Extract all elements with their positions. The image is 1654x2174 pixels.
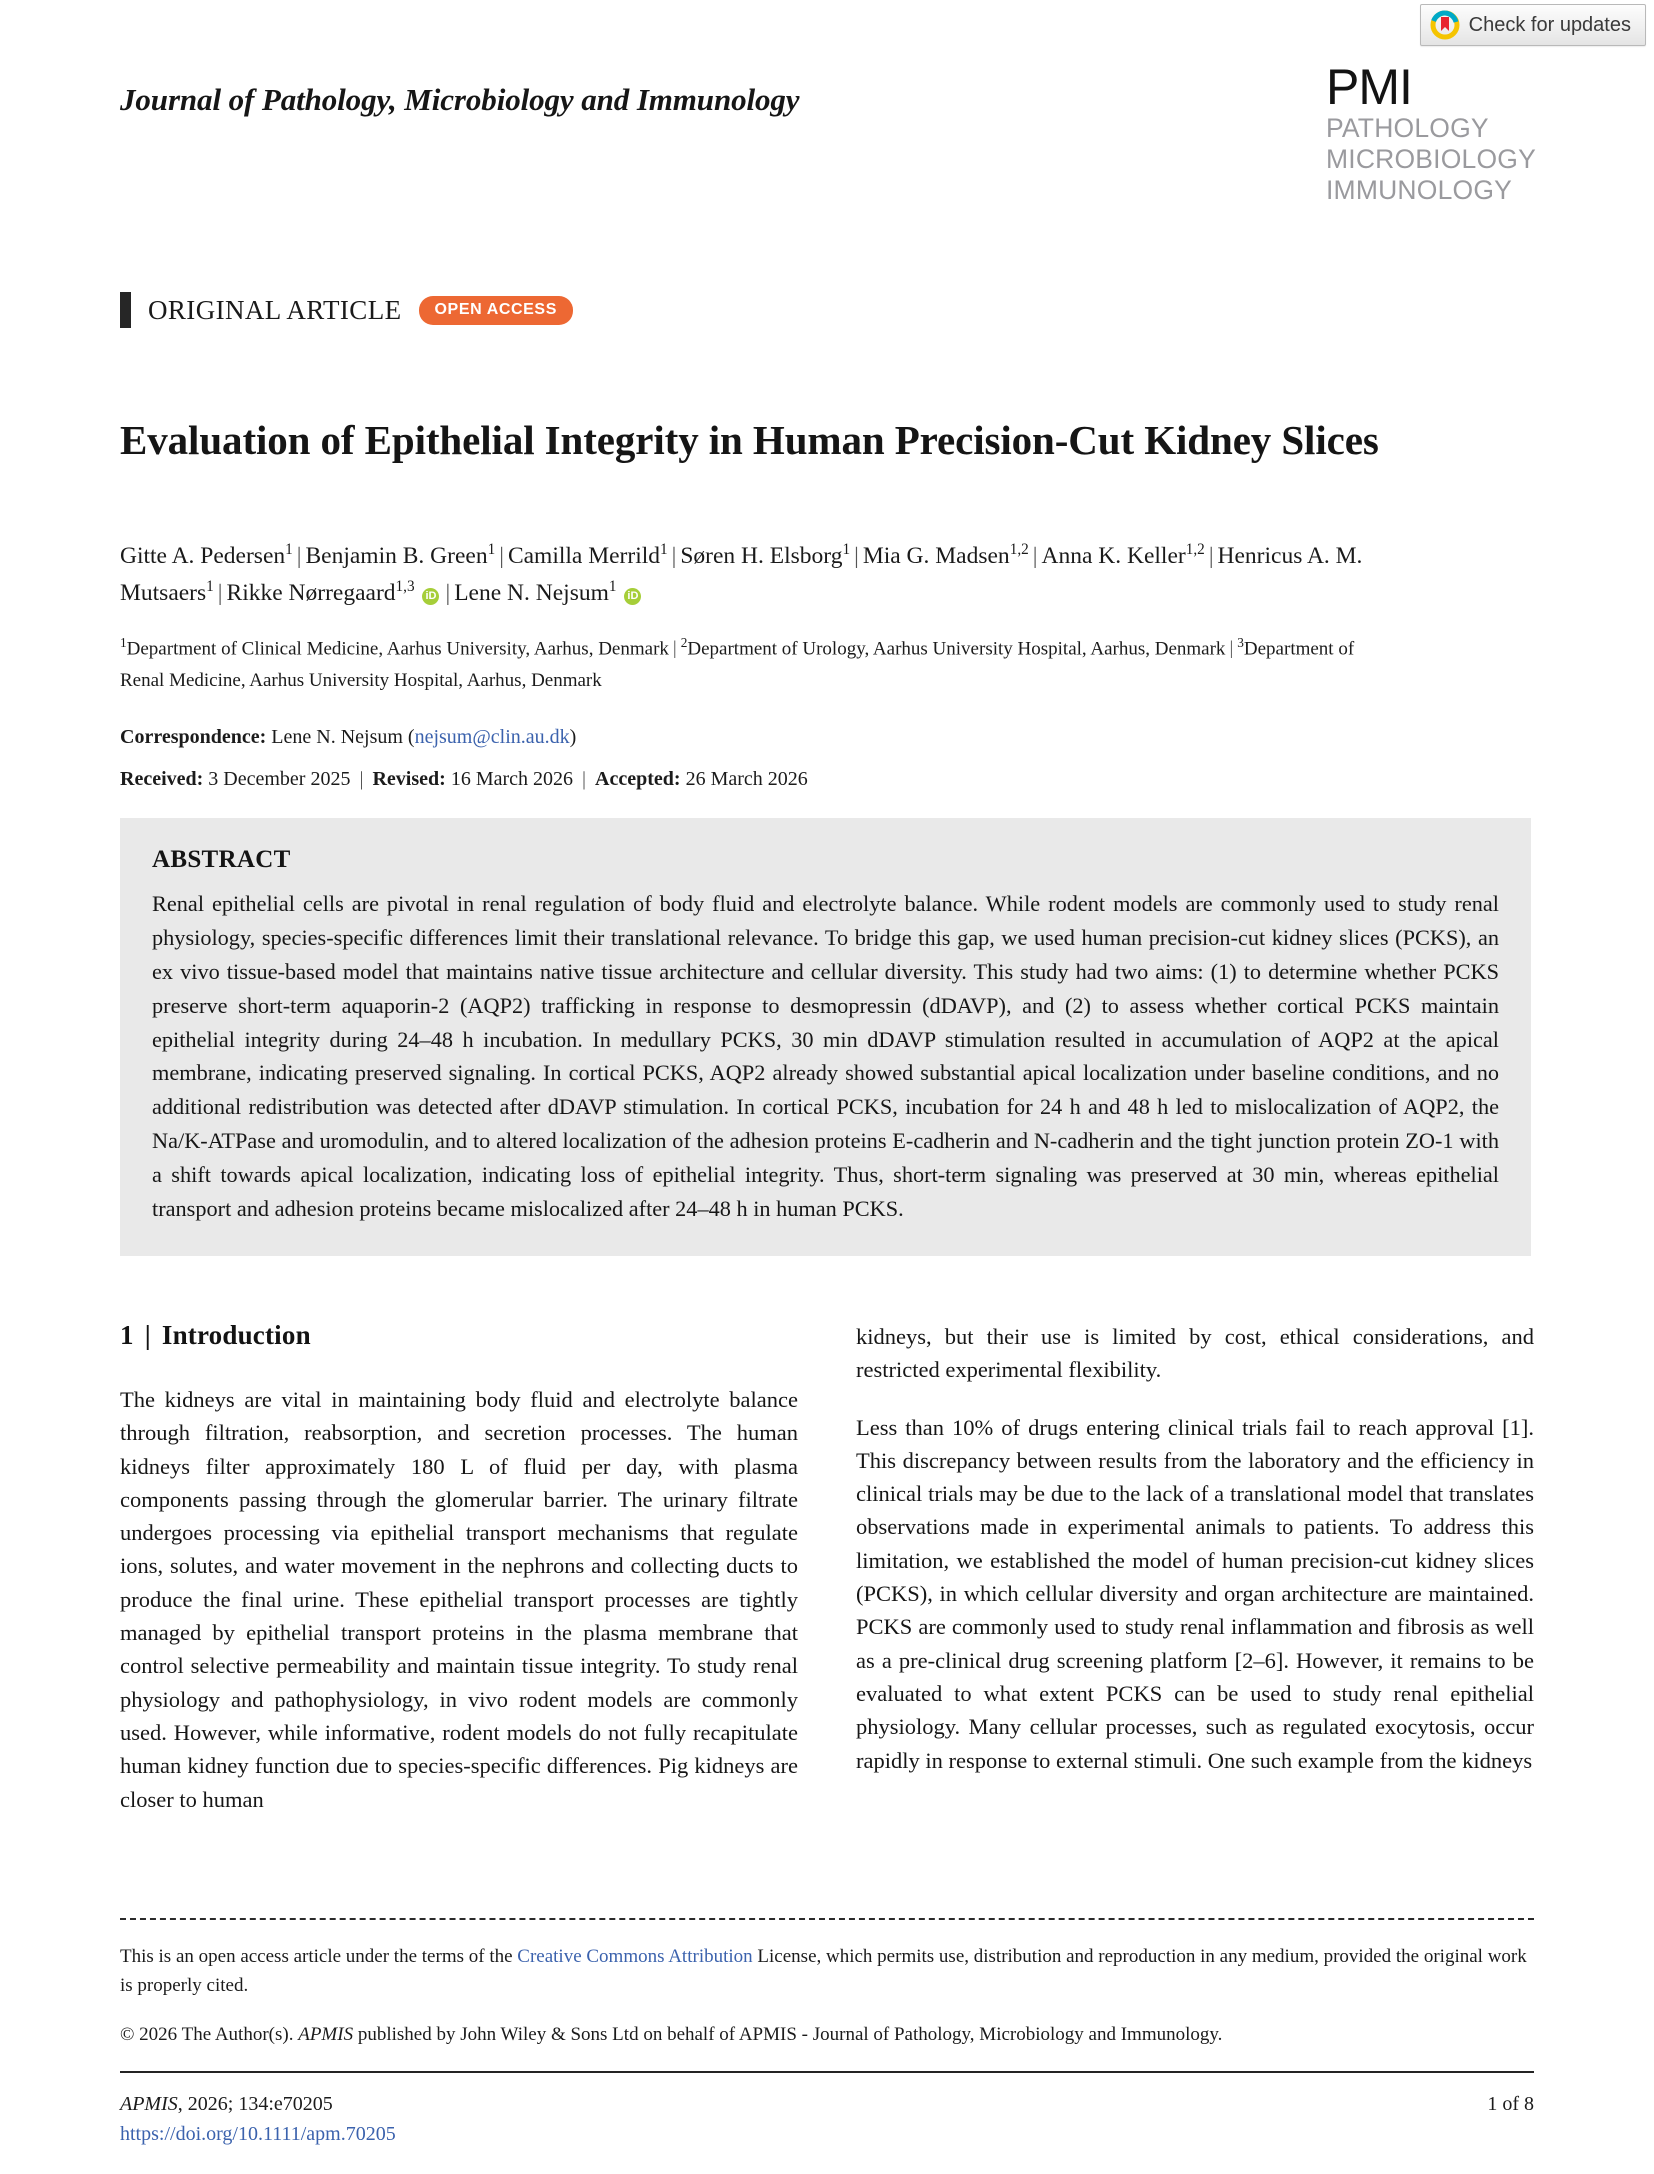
right-column (856, 1320, 1534, 1816)
citation-line (120, 2093, 396, 2116)
author-separator: | (296, 543, 302, 569)
author-affiliation-marker: 1 (206, 578, 214, 596)
received-date: 3 December 2025 (208, 768, 351, 790)
affiliation-marker: 3 (1237, 635, 1244, 650)
author-name: Anna K. Keller (1041, 543, 1186, 569)
pmi-logo (1325, 59, 1536, 206)
citation-block (120, 2093, 396, 2146)
section-number: 1 (120, 1320, 134, 1350)
author-separator: | (671, 543, 677, 569)
author-separator: | (445, 580, 451, 607)
author-entry (863, 543, 1029, 569)
citation-journal-abbrev: APMIS (120, 2093, 178, 2116)
affiliation-separator: | (672, 638, 677, 660)
author-entry (680, 543, 850, 569)
affiliation-text: Department of Renal Medicine, Aarhus University Hospital, Aarhus, Denmark (120, 638, 1355, 692)
accepted-label: Accepted: (595, 768, 681, 790)
footer-solid-divider (120, 2071, 1534, 2073)
citation-rest: , 2026; 134:e70205 (177, 2093, 333, 2116)
section-heading-introduction (120, 1320, 798, 1351)
article-type-rule (120, 292, 131, 328)
author-name: Camilla Merrild (507, 543, 660, 569)
author-entry (454, 580, 643, 606)
abstract-section (120, 818, 1531, 1256)
author-entry (120, 543, 293, 569)
pmi-logo-line-pathology: PATHOLOGY (1325, 113, 1489, 143)
page-footer (120, 1918, 1534, 2146)
creative-commons-link[interactable]: Creative Commons Attribution (517, 1946, 753, 1967)
page-title: Evaluation of Epithelial Integrity in Human Precision-Cut Kidney Slices (120, 417, 1379, 464)
author-affiliation-marker: 1 (608, 578, 617, 596)
paragraph: Less than 10% of drugs entering clinical trials fail to reach approval [1]. This discrepancy between results from the laboratory and the efficiency in clinical trials may be due to the lack of a translational model that translates observations made in experimental animals to patients. To address this limitation, we established the model of human precision-cut kidney slices (PCKS), in which cellular diversity and organ architecture are maintained. PCKS are commonly used to study renal inflammation and fibrosis as well as a pre-clinical drug screening platform [2–6]. However, it remains to be evaluated to what extent PCKS can be used to study renal epithelial physiology. Many cellular processes, such as regulated exocytosis, occur rapidly in response to external stimuli. One such example from the kidneys (856, 1414, 1534, 1773)
author-name: Søren H. Elsborg (680, 543, 843, 569)
abstract-heading: ABSTRACT (152, 846, 291, 873)
orcid-icon[interactable]: iD (422, 588, 439, 605)
affiliation-text: Department of Clinical Medicine, Aarhus University, Aarhus, Denmark (126, 638, 669, 660)
author-name: Gitte A. Pedersen (120, 543, 286, 569)
revised-label: Revised: (372, 768, 446, 790)
page-indicator: 1 of 8 (1487, 2093, 1534, 2116)
affiliation-text: Department of Urology, Aarhus University Hospital, Aarhus, Denmark (687, 638, 1226, 660)
author-separator: | (217, 580, 223, 607)
section-divider: | (144, 1320, 151, 1350)
journal-name: Journal of Pathology, Microbiology and Immunology (120, 82, 800, 117)
author-affiliation-marker: 1,3 (395, 578, 415, 596)
author-name: Henricus A. M. Mutsaers (120, 543, 1363, 607)
pmi-logo-line-microbiology: MICROBIOLOGY (1325, 144, 1536, 174)
revised-date: 16 March 2026 (450, 768, 574, 790)
copyright-journal-abbrev: APMIS (298, 2023, 354, 2045)
pmi-logo-line-immunology: IMMUNOLOGY (1325, 175, 1513, 205)
correspondence: Correspondence: Lene N. Nejsum (nejsum@clin.au.dk) (120, 726, 577, 748)
correspondence-label: Correspondence: (120, 726, 267, 748)
paragraph: kidneys, but their use is limited by cost, ethical considerations, and restricted experimental flexibility. (856, 1324, 1534, 1383)
author-name: Benjamin B. Green (305, 543, 488, 569)
author-affiliation-marker: 1 (660, 541, 668, 559)
footer-bottom-row (120, 2093, 1534, 2146)
author-entry (508, 543, 668, 569)
accepted-date: 26 March 2026 (685, 768, 808, 790)
section-title: Introduction (161, 1320, 311, 1350)
check-for-updates-label: Check for updates (1468, 13, 1631, 36)
abstract-text: Renal epithelial cells are pivotal in renal regulation of body fluid and electrolyte balance. While rodent models are commonly used to study renal physiology, species-specific differences limit their translational relevance. To bridge this gap, we used human precision-cut kidney slices (PCKS), an ex vivo tissue-based model that maintains native tissue architecture and cellular diversity. This study had two aims: (1) to determine whether PCKS preserve short-term aquaporin-2 (AQP2) trafficking in response to desmopressin (dDAVP), and (2) to assess whether cortical PCKS maintain epithelial integrity during 24–48 h incubation. In medullary PCKS, 30 min dDAVP stimulation resulted in accumulation of AQP2 at the apical membrane, indicating preserved signaling. In cortical PCKS, AQP2 already showed substantial apical localization under baseline conditions, and no additional redistribution was detected after dDAVP stimulation. In cortical PCKS, incubation for 24 h and 48 h led to mislocalization of AQP2, the Na/K-ATPase and uromodulin, and to altered localization of the adhesion proteins E-cadherin and N-cadherin and the tight junction protein ZO-1 with a shift towards apical localization, indicating loss of epithelial integrity. Thus, short-term signaling was preserved at 30 min, whereas epithelial transport and adhesion proteins became mislocalized after 24–48 h in human PCKS. (152, 891, 1499, 1222)
open-access-badge: OPEN ACCESS (419, 296, 573, 325)
pmi-logo-mark: PMI (1325, 59, 1412, 115)
orcid-icon[interactable]: iD (624, 588, 641, 605)
author-entry (305, 543, 495, 569)
author-separator: | (1032, 543, 1038, 569)
author-affiliation-marker: 1 (842, 541, 851, 559)
copyright-post: published by John Wiley & Sons Ltd on behalf of APMIS - Journal of Pathology, Microbiology and Immunology. (353, 2023, 1223, 2045)
author-name: Rikke Nørregaard (226, 580, 396, 607)
article-type-row (120, 292, 573, 328)
footer-dashed-divider (120, 1918, 1534, 1920)
author-list (120, 538, 1510, 612)
doi-link[interactable]: https://doi.org/10.1111/apm.70205 (120, 2123, 396, 2146)
masthead (120, 59, 1536, 206)
author-affiliation-marker: 1,2 (1009, 541, 1029, 559)
author-separator: | (854, 543, 859, 569)
author-affiliation-marker: 1 (487, 541, 496, 559)
affiliation-marker: 1 (120, 635, 127, 650)
author-affiliation-marker: 1 (285, 541, 293, 559)
author-separator: | (1208, 543, 1214, 569)
check-for-updates-button[interactable] (1420, 4, 1646, 46)
copyright-pre: © 2026 The Author(s). (120, 2023, 299, 2045)
article-dates (120, 768, 1390, 791)
author-entry (227, 580, 442, 606)
copyright-statement (120, 2021, 1534, 2050)
article-type-label: ORIGINAL ARTICLE (148, 294, 402, 325)
date-separator-2: | (582, 768, 587, 790)
author-affiliation-marker: 1,2 (1185, 541, 1205, 559)
author-name: Mia G. Madsen (862, 543, 1010, 569)
affiliation-separator: | (1229, 638, 1234, 660)
license-text-post: License, which permits use, distribution and reproduction in any medium, provided the original work is properly cited. (120, 1946, 1527, 1997)
author-entry (1042, 543, 1205, 569)
affiliations (120, 632, 1390, 697)
author-separator: | (499, 543, 504, 569)
license-statement (120, 1942, 1534, 2001)
affiliation-marker: 2 (680, 635, 688, 650)
left-column (120, 1320, 798, 1816)
received-label: Received: (120, 768, 204, 790)
date-separator-1: | (359, 768, 364, 790)
correspondence-name: Lene N. Nejsum (271, 726, 403, 748)
author-name: Lene N. Nejsum (454, 580, 609, 607)
crossmark-icon (1430, 10, 1460, 40)
correspondence-email-link[interactable]: nejsum@clin.au.dk (414, 726, 570, 748)
license-text-pre: This is an open access article under the terms of the (120, 1946, 518, 1967)
body-columns (120, 1320, 1534, 1816)
paragraph: The kidneys are vital in maintaining body fluid and electrolyte balance through filtration, reabsorption, and secretion processes. The human kidneys filter approximately 180 L of fluid per day, with plasma components passing through the glomerular barrier. The urinary filtrate undergoes processing via epithelial transport mechanisms that regulate ions, solutes, and water movement in the nephrons and collecting ducts to produce the final urine. These epithelial transport processes are tightly managed by epithelial transport proteins in the plasma membrane that control selective permeability and maintain tissue integrity. To study renal physiology and pathophysiology, in vivo rodent models are commonly used. However, while informative, rodent models do not fully recapitulate human kidney function due to species-specific differences. Pig kidneys are closer to human (120, 1387, 798, 1812)
